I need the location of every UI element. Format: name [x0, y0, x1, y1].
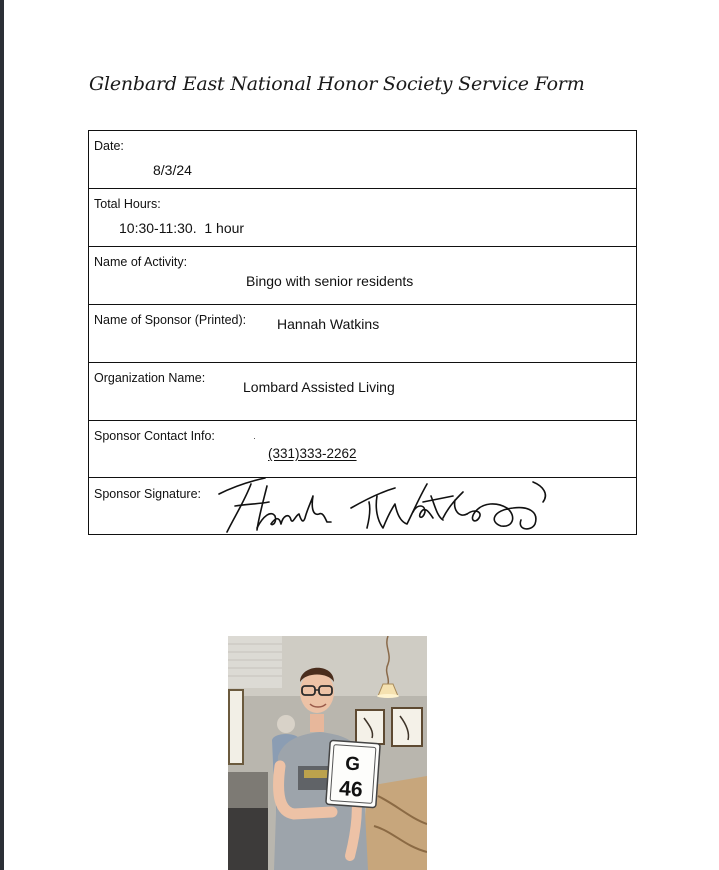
form-row-total-hours: [89, 188, 636, 247]
stray-mark: [254, 438, 255, 439]
form-row-signature: [89, 477, 636, 536]
form-row-activity: [89, 246, 636, 305]
sponsor-signature: [217, 472, 557, 538]
total-hours-value: 10:30-11:30. 1 hour: [119, 220, 245, 236]
activity-value: Bingo with senior residents: [246, 273, 414, 289]
bingo-card-number: 46: [338, 777, 364, 802]
service-form-table: [88, 130, 637, 535]
total-hours-label: Total Hours:: [94, 197, 161, 211]
form-title: Glenbard East National Honor Society Service Form: [89, 73, 585, 95]
viewer-left-edge: [0, 0, 4, 870]
contact-label: Sponsor Contact Info:: [94, 429, 215, 443]
sponsor-name-value: Hannah Watkins: [277, 316, 380, 332]
form-row-date: [89, 131, 636, 189]
organization-value: Lombard Assisted Living: [243, 379, 395, 395]
date-label: Date:: [94, 139, 124, 153]
sponsor-name-label: Name of Sponsor (Printed):: [94, 313, 247, 327]
form-row-sponsor-name: [89, 304, 636, 363]
contact-value: (331)333-2262: [268, 446, 357, 461]
bingo-card-letter: G: [344, 753, 361, 776]
form-row-contact: [89, 420, 636, 478]
activity-label: Name of Activity:: [94, 255, 188, 269]
organization-label: Organization Name:: [94, 371, 206, 385]
date-value: 8/3/24: [153, 162, 192, 178]
signature-label: Sponsor Signature:: [94, 487, 202, 501]
form-row-organization: [89, 362, 636, 421]
activity-photo: [228, 636, 427, 870]
